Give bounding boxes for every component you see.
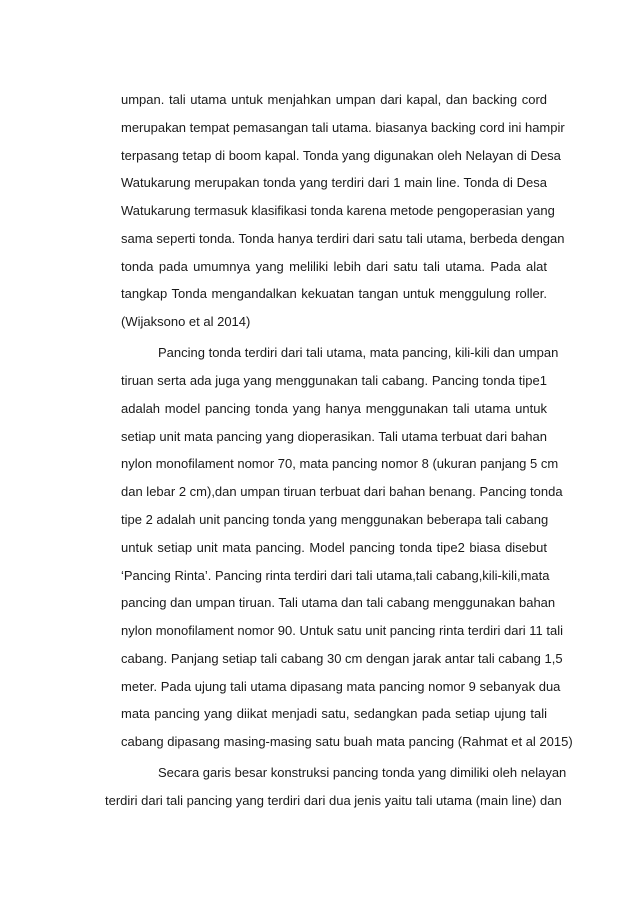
text-line: setiap unit mata pancing yang dioperasikan. Tali utama terbuat dari bahan	[121, 428, 547, 444]
text-line: adalah model pancing tonda yang hanya menggunakan tali utama untuk	[121, 400, 547, 416]
text-line: Pancing tonda terdiri dari tali utama, mata pancing, kili-kili dan umpan	[158, 345, 559, 361]
text-line: tiruan serta ada juga yang menggunakan tali cabang. Pancing tonda tipe1	[121, 373, 547, 389]
text-line: nylon monofilament nomor 70, mata pancing nomor 8 (ukuran panjang 5 cm	[121, 456, 559, 472]
text-line: dan lebar 2 cm),dan umpan tiruan terbuat dari bahan benang. Pancing tonda	[121, 484, 563, 500]
text-line: ‘Pancing Rinta’. Pancing rinta terdiri dari tali utama,tali cabang,kili-kili,mata	[121, 567, 550, 583]
text-line: merupakan tempat pemasangan tali utama. biasanya backing cord ini hampir	[121, 119, 565, 135]
text-line: Secara garis besar konstruksi pancing tonda yang dimiliki oleh nelayan	[158, 765, 567, 781]
text-line: nylon monofilament nomor 90. Untuk satu unit pancing rinta terdiri dari 11 tali	[121, 623, 563, 639]
text-line: Watukarung merupakan tonda yang terdiri dari 1 main line. Tonda di Desa	[121, 175, 547, 191]
text-line: terpasang tetap di boom kapal. Tonda yang digunakan oleh Nelayan di Desa	[121, 147, 561, 163]
text-line: mata pancing yang diikat menjadi satu, sedangkan pada setiap ujung tali	[121, 706, 547, 722]
text-line: sama seperti tonda. Tonda hanya terdiri dari satu tali utama, berbeda dengan	[121, 230, 565, 246]
citation-line: (Wijaksono et al 2014)	[121, 314, 251, 330]
text-line: terdiri dari tali pancing yang terdiri dari dua jenis yaitu tali utama (main line) dan	[105, 793, 562, 808]
text-line: pancing dan umpan tiruan. Tali utama dan tali cabang menggunakan bahan	[121, 595, 556, 611]
text-line: cabang. Panjang setiap tali cabang 30 cm dengan jarak antar tali cabang 1,5	[121, 650, 563, 666]
text-line: tipe 2 adalah unit pancing tonda yang menggunakan beberapa tali cabang	[121, 511, 549, 527]
text-line: Watukarung termasuk klasifikasi tonda karena metode pengoperasian yang	[121, 203, 555, 219]
text-line: untuk setiap unit mata pancing. Model pancing tonda tipe2 biasa disebut	[121, 539, 547, 555]
text-line: tangkap Tonda mengandalkan kekuatan tangan untuk menggulung roller.	[121, 286, 547, 302]
text-line: cabang dipasang masing-masing satu buah mata pancing (Rahmat et al 2015)	[121, 734, 573, 750]
text-line: tonda pada umumnya yang meliliki lebih dari satu tali utama. Pada alat	[121, 258, 547, 274]
text-line: meter. Pada ujung tali utama dipasang mata pancing nomor 9 sebanyak dua	[121, 678, 561, 694]
text-line: umpan. tali utama untuk menjahkan umpan dari kapal, dan backing cord	[121, 92, 547, 107]
